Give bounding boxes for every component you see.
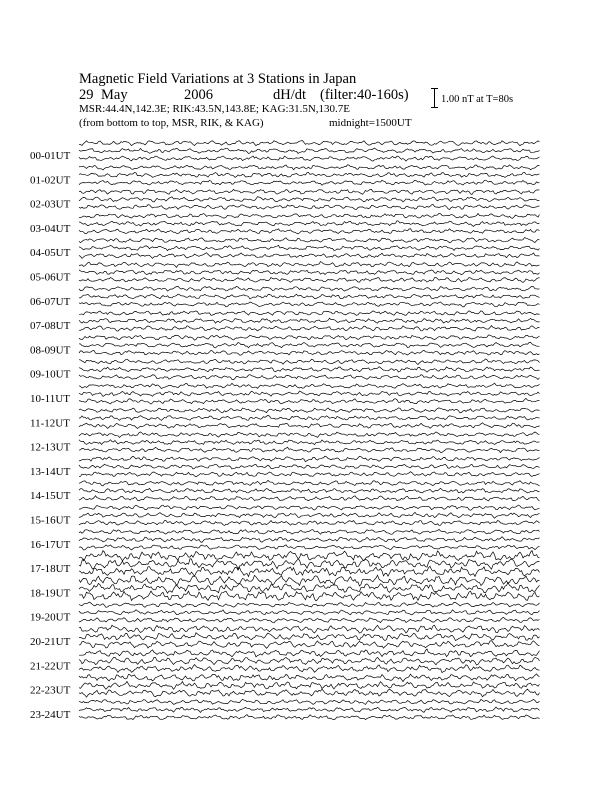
trace-15-16UT-RIK xyxy=(79,512,540,518)
trace-02-03UT-MSR xyxy=(79,204,540,209)
trace-07-08UT-KAG xyxy=(79,311,540,316)
trace-08-09UT-MSR xyxy=(79,350,540,355)
trace-19-20UT-KAG xyxy=(79,602,540,608)
trace-00-01UT-KAG xyxy=(79,141,540,146)
trace-23-24UT-MSR xyxy=(79,715,540,720)
trace-20-21UT-MSR xyxy=(79,641,540,649)
hour-label: 22-23UT xyxy=(30,684,71,697)
hour-label: 09-10UT xyxy=(30,368,71,381)
hour-label: 08-09UT xyxy=(30,344,71,357)
trace-05-06UT-KAG xyxy=(79,262,540,268)
trace-12-13UT-KAG xyxy=(79,432,540,438)
trace-06-07UT-MSR xyxy=(79,302,540,307)
quantity-label: dH/dt xyxy=(273,87,307,103)
trace-13-14UT-RIK xyxy=(79,464,540,469)
midnight-note: midnight=1500UT xyxy=(329,117,412,129)
trace-10-11UT-RIK xyxy=(79,391,540,396)
hour-label: 04-05UT xyxy=(30,247,71,260)
hour-label: 06-07UT xyxy=(30,295,71,308)
hour-label: 15-16UT xyxy=(30,514,71,527)
trace-12-13UT-MSR xyxy=(79,447,540,452)
trace-01-02UT-MSR xyxy=(79,180,540,185)
trace-05-06UT-RIK xyxy=(79,270,540,275)
trace-12-13UT-RIK xyxy=(79,440,540,445)
trace-07-08UT-RIK xyxy=(79,318,540,323)
hour-label: 19-20UT xyxy=(30,611,71,624)
trace-03-04UT-MSR xyxy=(79,229,540,234)
order-note: (from bottom to top, MSR, RIK, & KAG) xyxy=(79,117,264,129)
trace-11-12UT-RIK xyxy=(79,415,540,420)
trace-16-17UT-RIK xyxy=(79,537,540,543)
trace-03-04UT-KAG xyxy=(79,213,540,218)
trace-11-12UT-KAG xyxy=(79,408,540,413)
trace-03-04UT-RIK xyxy=(79,221,540,227)
scale-label: 1.00 nT at T=80s xyxy=(441,94,514,105)
trace-17-18UT-MSR xyxy=(79,566,540,576)
stations-line: MSR:44.4N,142.3E; RIK:43.5N,143.8E; KAG:31.5N,130.7E xyxy=(79,103,351,115)
hour-label: 21-22UT xyxy=(30,660,71,673)
trace-09-10UT-MSR xyxy=(79,375,540,380)
trace-18-19UT-MSR xyxy=(79,591,540,601)
trace-20-21UT-RIK xyxy=(79,633,540,641)
trace-15-16UT-MSR xyxy=(79,521,540,526)
date-month: May xyxy=(101,87,128,103)
trace-22-23UT-MSR xyxy=(79,689,540,697)
hour-label: 12-13UT xyxy=(30,441,71,454)
trace-01-02UT-RIK xyxy=(79,172,540,177)
hour-label: 03-04UT xyxy=(30,222,71,235)
trace-10-11UT-MSR xyxy=(79,398,540,404)
hour-label: 17-18UT xyxy=(30,563,71,576)
hour-label: 10-11UT xyxy=(30,393,70,405)
hour-label: 18-19UT xyxy=(30,587,71,600)
hour-label: 16-17UT xyxy=(30,538,71,551)
trace-19-20UT-RIK xyxy=(79,610,540,615)
trace-04-05UT-KAG xyxy=(79,238,540,243)
trace-04-05UT-MSR xyxy=(79,253,540,259)
trace-22-23UT-KAG xyxy=(79,674,540,682)
trace-16-17UT-MSR xyxy=(79,545,540,550)
trace-23-24UT-RIK xyxy=(79,707,540,712)
hour-label: 23-24UT xyxy=(30,708,71,721)
filter-label: (filter:40-160s) xyxy=(320,87,409,103)
trace-15-16UT-KAG xyxy=(79,505,540,510)
date-day: 29 xyxy=(79,87,94,103)
trace-14-15UT-KAG xyxy=(79,480,540,486)
hour-label: 14-15UT xyxy=(30,490,71,503)
trace-10-11UT-KAG xyxy=(79,383,540,389)
trace-17-18UT-RIK xyxy=(79,559,540,569)
trace-01-02UT-KAG xyxy=(79,165,540,170)
hour-label: 02-03UT xyxy=(30,198,71,211)
trace-04-05UT-RIK xyxy=(79,245,540,250)
trace-23-24UT-KAG xyxy=(79,699,540,704)
trace-16-17UT-KAG xyxy=(79,529,540,534)
hour-label: 20-21UT xyxy=(30,636,71,648)
trace-02-03UT-KAG xyxy=(79,189,540,194)
trace-14-15UT-MSR xyxy=(79,496,540,501)
trace-11-12UT-MSR xyxy=(79,423,540,429)
trace-13-14UT-KAG xyxy=(79,456,540,461)
trace-20-21UT-KAG xyxy=(79,625,540,633)
trace-19-20UT-MSR xyxy=(79,617,540,623)
trace-07-08UT-MSR xyxy=(79,326,540,332)
hour-label: 05-06UT xyxy=(30,271,71,284)
trace-21-22UT-RIK xyxy=(79,657,540,665)
trace-08-09UT-RIK xyxy=(79,342,540,348)
trace-22-23UT-RIK xyxy=(79,682,540,690)
trace-21-22UT-MSR xyxy=(79,665,540,673)
trace-00-01UT-RIK xyxy=(79,148,540,153)
trace-21-22UT-KAG xyxy=(79,649,540,657)
trace-17-18UT-KAG xyxy=(79,551,540,561)
hour-label: 00-01UT xyxy=(30,150,71,162)
trace-09-10UT-KAG xyxy=(79,359,540,365)
hour-label: 07-08UT xyxy=(30,320,71,333)
trace-14-15UT-RIK xyxy=(79,488,540,493)
chart-title: Magnetic Field Variations at 3 Stations in Japan xyxy=(79,71,357,87)
trace-00-01UT-MSR xyxy=(79,156,540,161)
trace-06-07UT-RIK xyxy=(79,294,540,299)
hour-label: 13-14UT xyxy=(30,465,71,478)
date-year: 2006 xyxy=(184,87,213,103)
trace-09-10UT-RIK xyxy=(79,367,540,373)
trace-18-19UT-KAG xyxy=(79,575,540,586)
hour-label: 01-02UT xyxy=(30,174,71,187)
hour-label: 11-12UT xyxy=(30,417,70,430)
trace-05-06UT-MSR xyxy=(79,277,540,282)
trace-06-07UT-KAG xyxy=(79,286,540,291)
trace-08-09UT-KAG xyxy=(79,335,540,340)
trace-02-03UT-RIK xyxy=(79,197,540,202)
trace-13-14UT-MSR xyxy=(79,472,540,477)
